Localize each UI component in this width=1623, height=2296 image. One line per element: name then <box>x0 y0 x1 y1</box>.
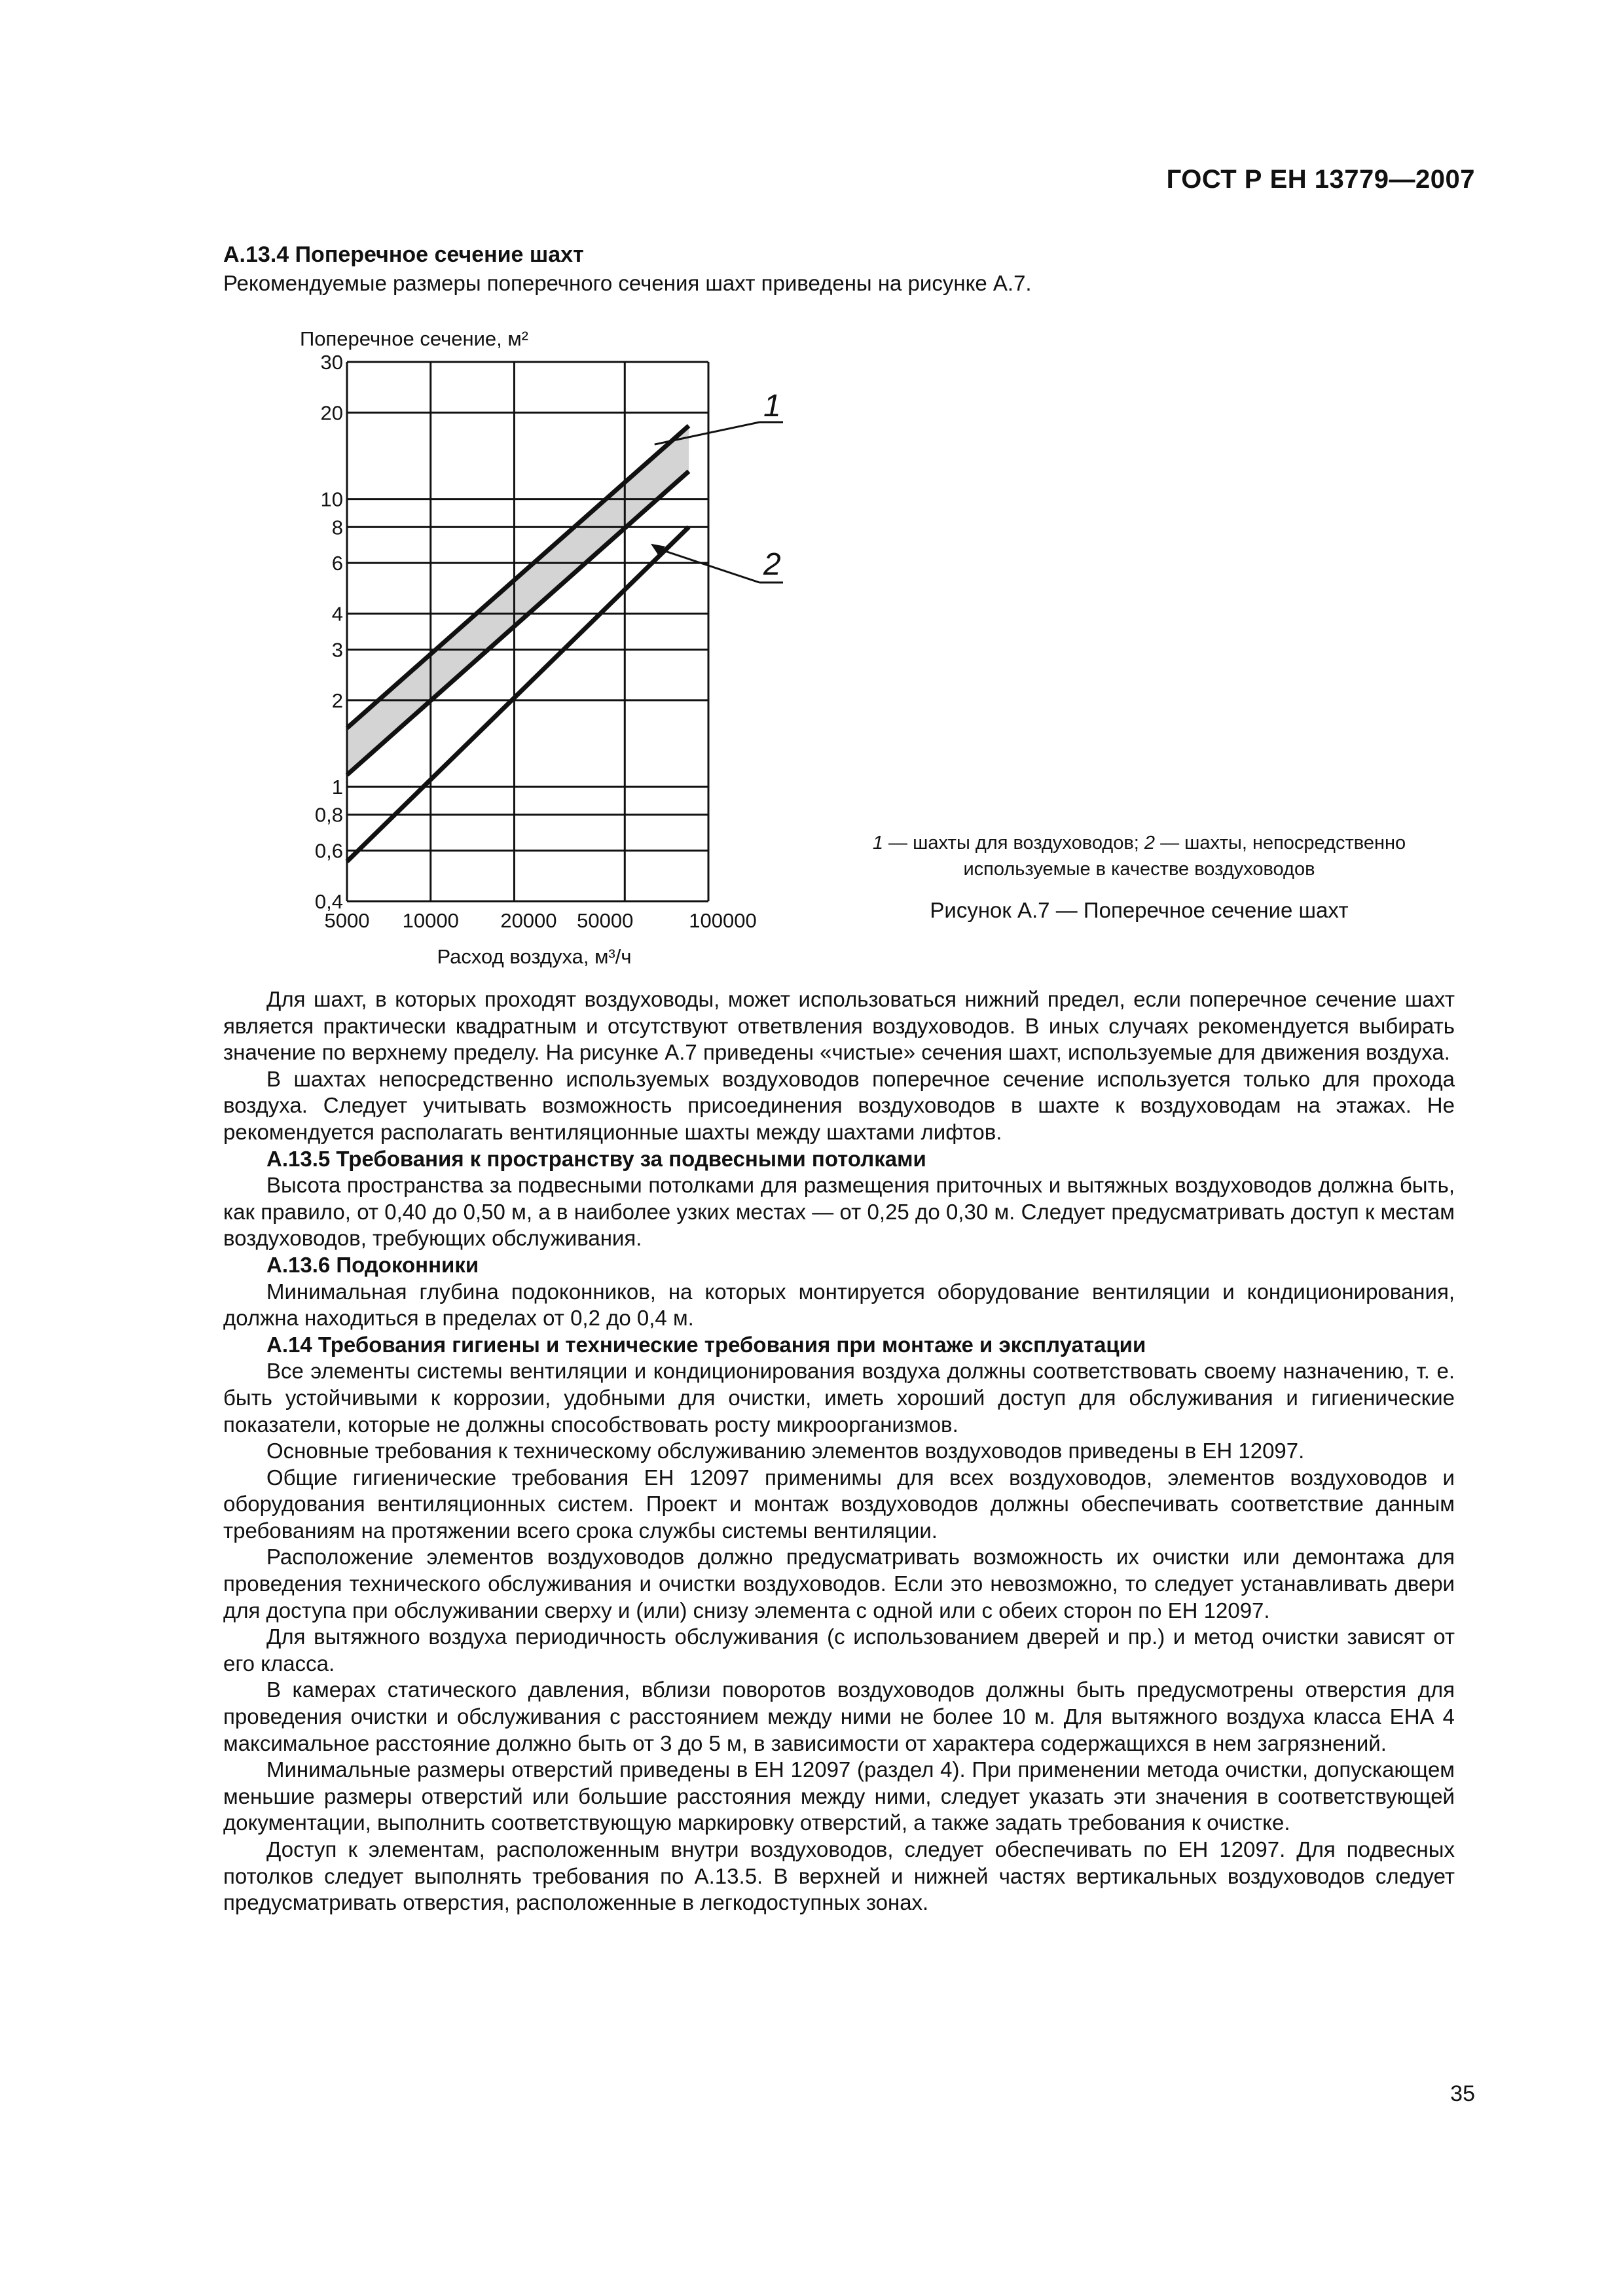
chart-y-tick-label: 2 <box>331 689 343 712</box>
paragraph: Расположение элементов воздуховодов должно предусматривать возможность их очистки или демонтажа для проведения технического обслуживания и очистки воздуховодов. Если это невозможно, то следует устанавливать двери для доступа при обслуживании сверху и (или) снизу элемента с одной или с обеих сторон по ЕН 12097. <box>223 1545 1455 1623</box>
page-number: 35 <box>1450 2081 1475 2106</box>
legend-id-1: 1 <box>872 833 883 853</box>
legend-text-1: — шахты для воздуховодов; <box>883 833 1144 853</box>
chart-y-tick-label: 8 <box>331 516 343 539</box>
chart-x-tick-label: 5000 <box>324 909 370 932</box>
paragraph: В камерах статического давления, вблизи поворотов воздуховодов должны быть предусмотрены отверстия для проведения очистки и обслуживания с расстоянием между ними не более 10 м. Для вытяжного воздуха класса ЕНА 4 максимальное расстояние должно быть от 3 до 5 м, в зависимости от характера содержащихся в нем загрязнений. <box>223 1677 1455 1755</box>
paragraph: Для вытяжного воздуха периодичность обслуживания (с использованием дверей и пр.) и метод очистки зависят от его класса. <box>223 1624 1455 1676</box>
body-text <box>223 986 1455 1916</box>
paragraph: Минимальная глубина подоконников, на которых монтируется оборудование вентиляции и кондиционирования, должна находиться в пределах от 0,2 до 0,4 м. <box>223 1279 1455 1331</box>
chart-y-tick-label: 30 <box>320 351 343 374</box>
paragraph: Для шахт, в которых проходят воздуховоды, может использоваться нижний предел, если поперечное сечение шахт является практически квадратным и отсутствуют ответвления воздуховодов. В иных случаях рекомендуется выбирать значение по верхнему пределу. На рисунке А.7 приведены «чистые» сечения шахт, используемые для движения воздуха. <box>223 987 1455 1065</box>
chart-series-line-2 <box>347 471 689 775</box>
chart-line-label-1: 1 <box>763 389 781 423</box>
chart-y-tick-label: 4 <box>331 602 343 626</box>
chart-x-tick-label: 100000 <box>689 909 757 932</box>
chart-band-1 <box>347 425 689 774</box>
chart-y-tick-label: 10 <box>320 488 343 511</box>
paragraph: Общие гигиенические требования ЕН 12097 применимы для всех воздуховодов, элементов воздуховодов и оборудования вентиляционных систем. Проект и монтаж воздуховодов должны обеспечивать соответствие данным требованиям на протяжении всего срока службы системы вентиляции. <box>223 1465 1455 1543</box>
paragraph: Высота пространства за подвесными потолками для размещения приточных и вытяжных воздуховодов должна быть, как правило, от 0,40 до 0,50 м, а в наиболее узких местах — от 0,25 до 0,30 м. Следует предусматривать доступ к местам воздуховодов, требующих обслуживания. <box>223 1173 1455 1251</box>
chart-y-tick-label: 3 <box>331 638 343 662</box>
document-id: ГОСТ Р ЕН 13779—2007 <box>1166 165 1475 194</box>
chart-y-tick-label: 6 <box>331 552 343 575</box>
section-intro: Рекомендуемые размеры поперечного сечения шахт приведены на рисунке А.7. <box>223 271 1032 295</box>
paragraph: Все элементы системы вентиляции и кондиционирования воздуха должны соответствовать своему назначению, т. е. быть устойчивыми к коррозии, удобными для очистки, иметь хороший доступ для обслуживания и гигиенические показатели, которые не должны способствовать росту микроорганизмов. <box>223 1359 1455 1437</box>
section-heading-a14: А.14 Требования гигиены и технические требования при монтаже и эксплуатации <box>266 1332 1146 1357</box>
chart-y-tick-label: 0,8 <box>314 803 343 827</box>
paragraph: Минимальные размеры отверстий приведены в ЕН 12097 (раздел 4). При применении метода очистки, допускающем меньшие размеры отверстий или большие расстояния между ними, следует указать эти значения в соответствующей документации, выполнить соответствующую маркировку отверстий, а также задать требования к очистке. <box>223 1757 1455 1835</box>
chart-x-tick-label: 10000 <box>402 909 459 932</box>
paragraph: В шахтах непосредственно используемых воздуховодов поперечное сечение используется только для прохода воздуха. Следует учитывать возможность присоединения воздуховодов в шахте к воздуховодам на этажах. Не рекомендуется располагать вентиляционные шахты между шахтами лифтов. <box>223 1066 1455 1144</box>
section-heading-a136: А.13.6 Подоконники <box>266 1252 479 1277</box>
figure-caption: Рисунок А.7 — Поперечное сечение шахт <box>930 898 1349 922</box>
chart-leader-1 <box>655 422 759 444</box>
chart-y-tick-label: 0,6 <box>314 839 343 863</box>
chart-leader-2 <box>655 548 759 583</box>
paragraph: Доступ к элементам, расположенным внутри воздуховодов, следует обеспечивать по ЕН 12097. Для подвесных потолков следует выполнять требования по А.13.5. В верхней и нижней частях вертикальных воздуховодов следует предусматривать отверстия, расположенные в легкодоступных зонах. <box>223 1837 1455 1915</box>
section-heading-a135: А.13.5 Требования к пространству за подвесными потолками <box>266 1146 926 1171</box>
figure-legend <box>812 830 1467 882</box>
chart-y-tick-label: 0,4 <box>314 890 343 913</box>
chart-y-tick-label: 1 <box>331 776 343 799</box>
section-heading-a134: А.13.4 Поперечное сечение шахт <box>223 242 584 267</box>
legend-text-2: — шахты, непосредственно используемые в качестве воздуховодов <box>963 833 1406 880</box>
paragraph: Основные требования к техническому обслуживанию элементов воздуховодов приведены в ЕН 12097. <box>266 1439 1305 1463</box>
chart-line-label-2: 2 <box>763 547 781 582</box>
chart-y-axis-label: Поперечное сечение, м² <box>300 327 529 350</box>
chart-y-tick-label: 20 <box>320 401 343 425</box>
legend-id-2: 2 <box>1144 833 1156 853</box>
chart-x-tick-label: 20000 <box>500 909 557 932</box>
chart-x-axis-label: Расход воздуха, м³/ч <box>437 945 632 968</box>
chart-x-tick-label: 50000 <box>577 909 634 932</box>
